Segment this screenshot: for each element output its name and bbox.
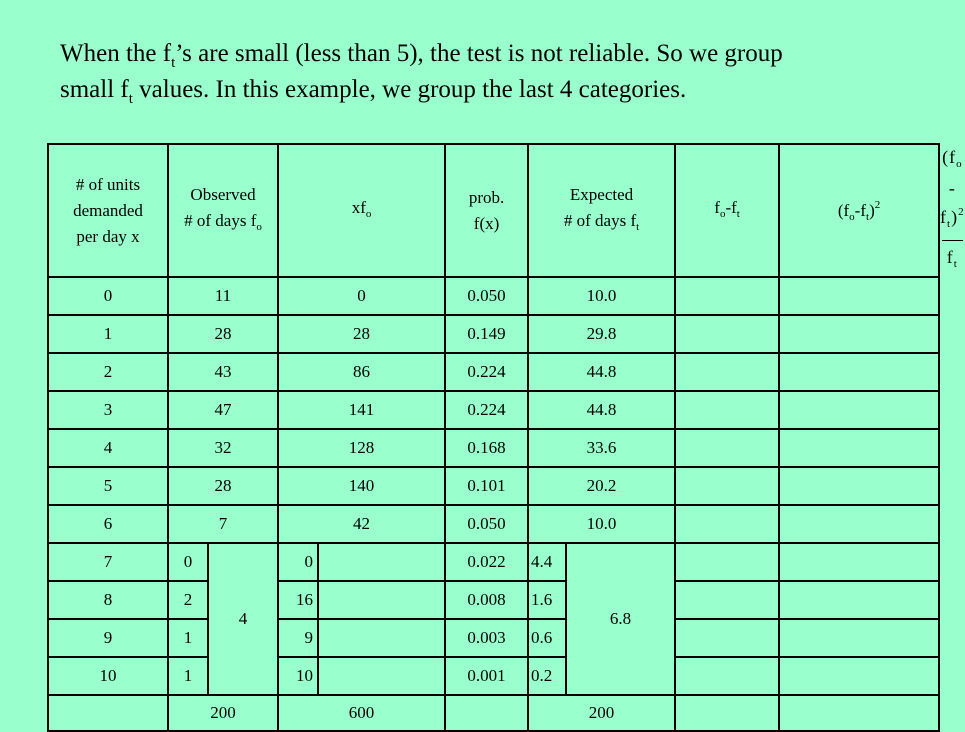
cell-ft: 44.8	[528, 391, 675, 429]
cell-x: 2	[48, 353, 168, 391]
table-row	[48, 429, 939, 467]
cell-x: 10	[48, 657, 168, 695]
cell-xfo: 128	[278, 429, 445, 467]
cell-fo-grouped: 4	[208, 543, 278, 695]
cell-prob: 0.050	[445, 277, 528, 315]
col-header-units: # of units demanded per day x	[48, 144, 168, 277]
cell-sq	[779, 619, 939, 657]
table-row	[48, 581, 939, 619]
cell-ft: 33.6	[528, 429, 675, 467]
intro-line-2: small $f_t$ values. In this example, we group the last 4 categories.	[60, 76, 687, 107]
col-header-xfo: $xf_o$	[278, 144, 445, 277]
cell-prob-spacer	[318, 581, 445, 619]
cell-prob: 0.003	[445, 619, 528, 657]
cell-ft: 44.8	[528, 353, 675, 391]
table-row	[48, 505, 939, 543]
cell-sq	[779, 315, 939, 353]
cell-ft: 29.8	[528, 315, 675, 353]
frequency-table	[47, 143, 965, 732]
cell-ft: 20.2	[528, 467, 675, 505]
cell-x: 3	[48, 391, 168, 429]
cell-x: 9	[48, 619, 168, 657]
cell-fo: 43	[168, 353, 278, 391]
cell-fo: 28	[168, 315, 278, 353]
cell-fo: 7	[168, 505, 278, 543]
cell-total-label	[48, 695, 168, 731]
cell-fo: 11	[168, 277, 278, 315]
cell-ft: 0.6	[528, 619, 566, 657]
cell-total-diff	[675, 695, 779, 731]
cell-diff	[675, 315, 779, 353]
cell-sq	[779, 543, 939, 581]
cell-xfo: 0	[278, 277, 445, 315]
table-row	[48, 315, 939, 353]
cell-fo: 28	[168, 467, 278, 505]
cell-x: 7	[48, 543, 168, 581]
totals-row	[48, 695, 939, 731]
cell-fo: 1	[168, 657, 208, 695]
cell-x: 8	[48, 581, 168, 619]
cell-sq	[779, 391, 939, 429]
cell-prob: 0.168	[445, 429, 528, 467]
cell-xfo: 28	[278, 315, 445, 353]
table-row	[48, 657, 939, 695]
cell-x: 0	[48, 277, 168, 315]
cell-ft: 4.4	[528, 543, 566, 581]
table-row	[48, 353, 939, 391]
table-row	[48, 619, 939, 657]
cell-fo: 47	[168, 391, 278, 429]
ratio-fraction: $\frac{(f_o -f_t)^2}{f_t}$	[940, 147, 965, 270]
cell-xfo: 86	[278, 353, 445, 391]
col-header-squared: $(f_o-f_t)^2$	[779, 144, 939, 277]
table-row	[48, 277, 939, 315]
cell-diff	[675, 543, 779, 581]
cell-diff	[675, 353, 779, 391]
intro-text	[60, 36, 940, 108]
cell-sq	[779, 505, 939, 543]
table-row	[48, 391, 939, 429]
cell-fo: 0	[168, 543, 208, 581]
cell-prob: 0.224	[445, 353, 528, 391]
cell-prob: 0.149	[445, 315, 528, 353]
col-header-observed: Observed # of days $f_o$	[168, 144, 278, 277]
cell-prob-spacer	[318, 543, 445, 581]
cell-prob: 0.022	[445, 543, 528, 581]
fraction-bar	[942, 240, 963, 241]
col-header-prob: prob. f(x)	[445, 144, 528, 277]
cell-x: 5	[48, 467, 168, 505]
cell-xfo: 141	[278, 391, 445, 429]
col-header-difference: $f_o-f_t$	[675, 144, 779, 277]
cell-xfo: 10	[278, 657, 318, 695]
cell-sq	[779, 353, 939, 391]
cell-total-ft: 200	[528, 695, 675, 731]
cell-xfo: 9	[278, 619, 318, 657]
cell-ft: 10.0	[528, 505, 675, 543]
cell-diff	[675, 429, 779, 467]
cell-ft: 0.2	[528, 657, 566, 695]
cell-x: 4	[48, 429, 168, 467]
header-row	[48, 144, 939, 277]
cell-total-fo: 200	[168, 695, 278, 731]
cell-prob: 0.224	[445, 391, 528, 429]
cell-ft: 10.0	[528, 277, 675, 315]
cell-xfo: 0	[278, 543, 318, 581]
cell-prob-spacer	[318, 657, 445, 695]
cell-sq	[779, 277, 939, 315]
cell-diff	[675, 505, 779, 543]
cell-fo: 2	[168, 581, 208, 619]
cell-prob-spacer	[318, 619, 445, 657]
cell-prob: 0.050	[445, 505, 528, 543]
cell-diff	[675, 619, 779, 657]
cell-xfo: 42	[278, 505, 445, 543]
table-row	[48, 467, 939, 505]
cell-xfo: 140	[278, 467, 445, 505]
cell-diff	[675, 467, 779, 505]
cell-prob: 0.001	[445, 657, 528, 695]
cell-sq	[779, 581, 939, 619]
cell-sq	[779, 429, 939, 467]
cell-total-xfo: 600	[278, 695, 445, 731]
cell-sq	[779, 467, 939, 505]
cell-fo: 1	[168, 619, 208, 657]
cell-diff	[675, 277, 779, 315]
col-header-expected: Expected # of days $f_t$	[528, 144, 675, 277]
cell-prob: 0.101	[445, 467, 528, 505]
intro-line-1: When the $f_t’s$ are small (less than 5), the test is not reliable. So we group	[60, 40, 783, 71]
cell-xfo: 16	[278, 581, 318, 619]
cell-sq	[779, 657, 939, 695]
cell-total-sq	[779, 695, 939, 731]
cell-x: 6	[48, 505, 168, 543]
cell-diff	[675, 657, 779, 695]
cell-x: 1	[48, 315, 168, 353]
cell-diff	[675, 581, 779, 619]
cell-fo: 32	[168, 429, 278, 467]
cell-ft: 1.6	[528, 581, 566, 619]
cell-diff	[675, 391, 779, 429]
cell-prob: 0.008	[445, 581, 528, 619]
cell-total-prob	[445, 695, 528, 731]
table-row	[48, 543, 939, 581]
cell-ft-grouped: 6.8	[566, 543, 675, 695]
